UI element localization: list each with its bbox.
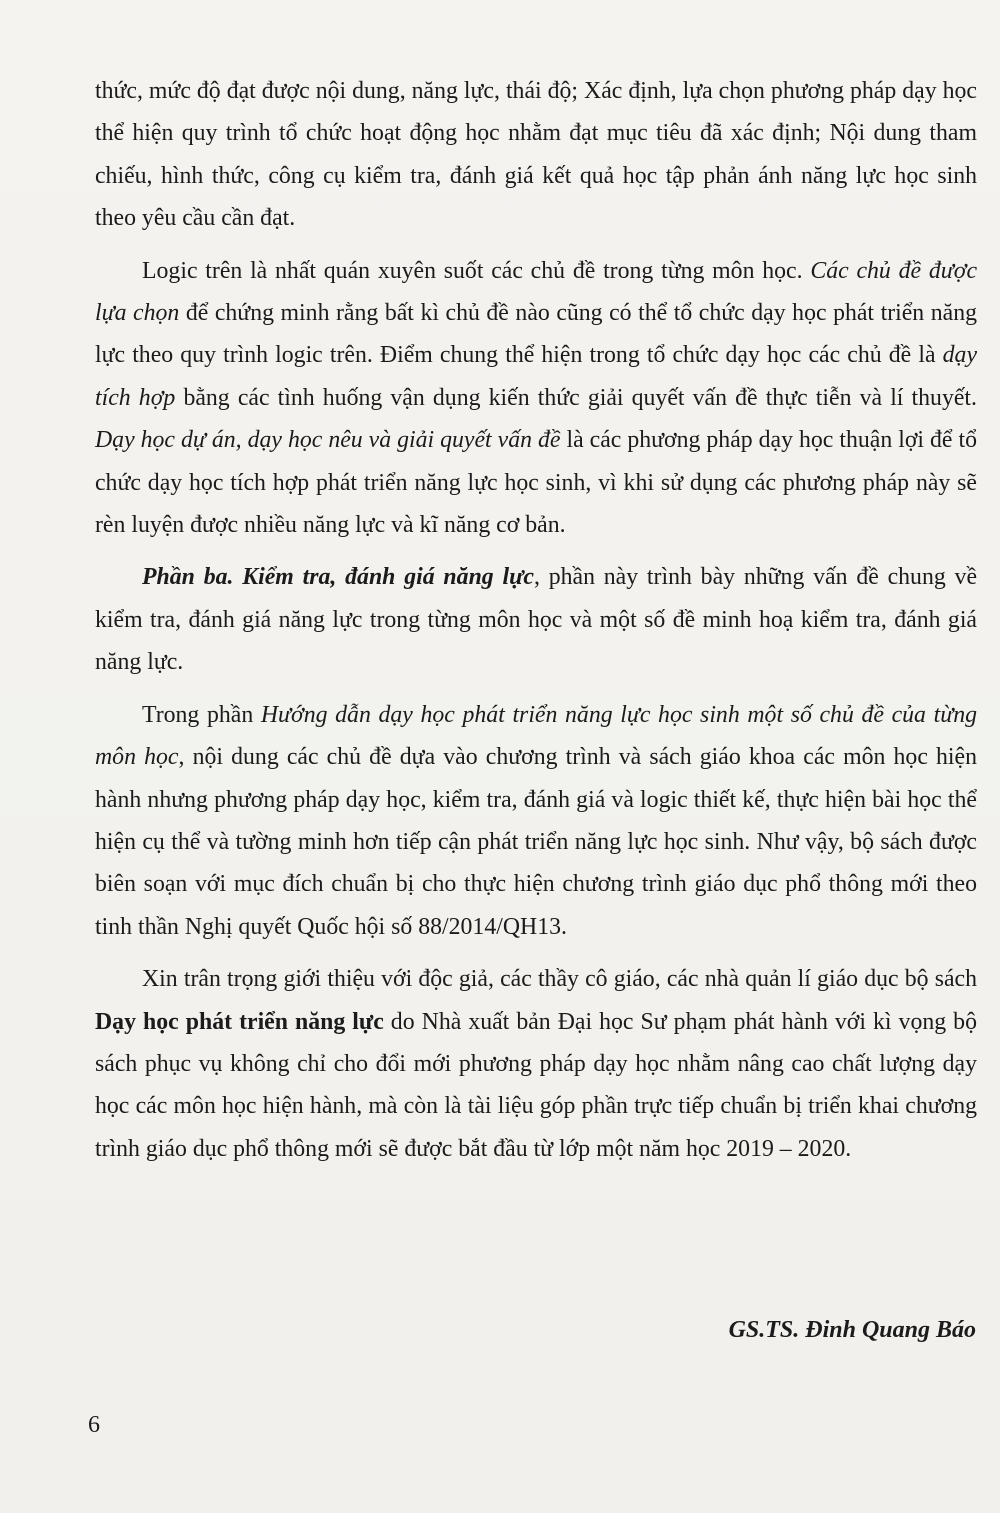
paragraph-text: Logic trên là nhất quán xuyên suốt các chủ đề trong từng môn học. — [142, 257, 811, 284]
page-number: 6 — [88, 1412, 100, 1438]
paragraph-text: bằng các tình huống vận dụng kiến thức giải quyết vấn đề thực tiễn và lí thuyết. — [175, 384, 977, 411]
paragraph-text: do Nhà xuất bản Đại học Sư phạm phát hành với kì vọng bộ sách phục vụ không chỉ cho đổi mới phương pháp dạy học nhằm nâng cao chất lượng dạy học các môn học hiện hành, mà còn là tài liệu góp phần trực tiếp chuẩn bị triển khai chương trình giáo dục phổ thông mới sẽ được bắt đầu từ lớp một năm học 2019 – 2020. — [95, 1008, 977, 1162]
italic-phrase: dạy tích hợp — [95, 342, 977, 411]
paragraph-text: là các phương pháp dạy học thuận lợi để tổ chức dạy học tích hợp phát triển năng lực học sinh, vì khi sử dụng các phương pháp này sẽ rèn luyện được nhiều năng lực và kĩ năng cơ bản. — [95, 427, 977, 539]
paragraph-continuation — [95, 70, 977, 240]
author-signature: GS.TS. Đinh Quang Báo — [728, 1317, 976, 1343]
paragraph-guide — [95, 694, 977, 948]
paragraph-text: , nội dung các chủ đề dựa vào chương trình và sách giáo khoa các môn học hiện hành nhưng phương pháp dạy học, kiểm tra, đánh giá và logic thiết kế, thực hiện bài học thể hiện cụ thể và tường minh hơn tiếp cận phát triển năng lực học sinh. Như vậy, bộ sách được biên soạn với mục đích chuẩn bị cho thực hiện chương trình giáo dục phổ thông mới theo tinh thần Nghị quyết Quốc hội số 88/2014/QH13. — [95, 744, 977, 940]
paragraph-text: để chứng minh rằng bất kì chủ đề nào cũng có thể tổ chức dạy học phát triển năng lực theo quy trình logic trên. Điểm chung thể hiện trong tổ chức dạy học các chủ đề là — [95, 300, 977, 369]
paragraph-text: Trong phần — [142, 701, 261, 728]
paragraph-text: thức, mức độ đạt được nội dung, năng lực, thái độ; Xác định, lựa chọn phương pháp dạy học thể hiện quy trình tổ chức hoạt động học nhằm đạt mục tiêu đã xác định; Nội dung tham chiếu, hình thức, công cụ kiểm tra, đánh giá kết quả học tập phản ánh năng lực học sinh theo yêu cầu cần đạt. — [95, 78, 977, 232]
book-series-title: Dạy học phát triển năng lực — [95, 1008, 384, 1035]
paragraph-part-three — [95, 556, 977, 683]
italic-phrase: Các chủ đề được lựa chọn — [95, 257, 978, 327]
body-text — [95, 70, 977, 1170]
paragraph-text: Xin trân trọng giới thiệu với độc giả, các thầy cô giáo, các nhà quản lí giáo dục bộ sách — [142, 966, 977, 993]
section-heading: Phần ba. Kiểm tra, đánh giá năng lực — [142, 564, 534, 591]
italic-phrase: Hướng dẫn dạy học phát triển năng lực học sinh một số chủ đề của từng môn học — [95, 701, 977, 771]
paragraph-text: , phần này trình bày những vấn đề chung về kiểm tra, đánh giá năng lực trong từng môn học và một số đề minh hoạ kiểm tra, đánh giá năng lực. — [95, 564, 978, 676]
paragraph-introduction — [95, 958, 977, 1170]
paragraph-logic — [95, 250, 977, 547]
italic-phrase: Dạy học dự án, dạy học nêu và giải quyết vấn đề — [95, 427, 561, 454]
